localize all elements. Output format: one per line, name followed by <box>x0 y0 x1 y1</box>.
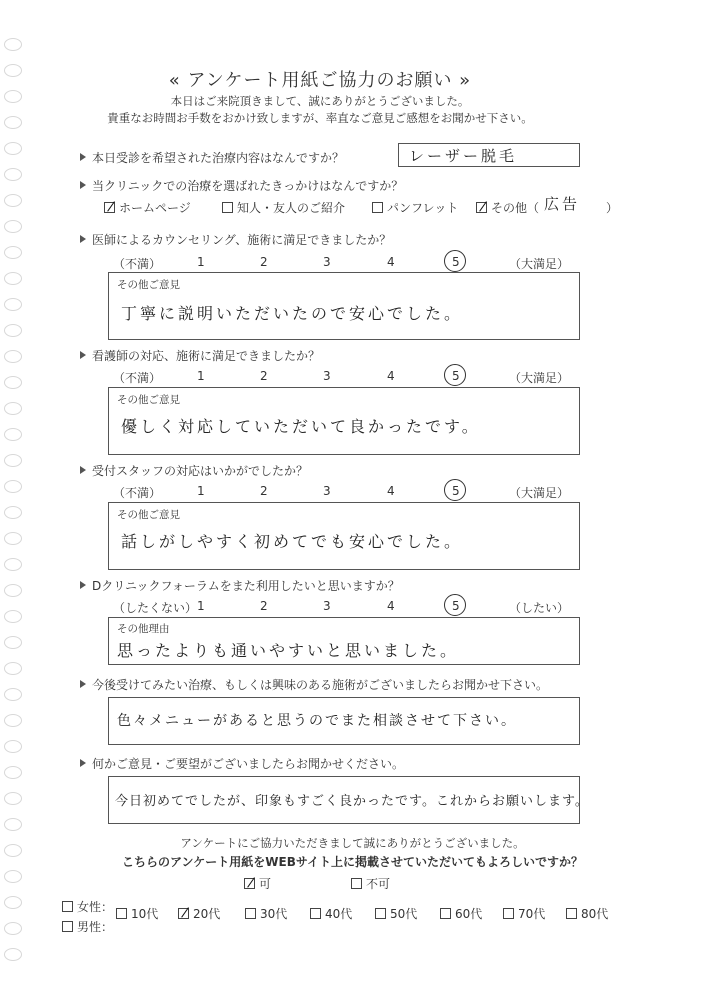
checkbox-icon[interactable] <box>375 908 386 919</box>
checkbox-icon[interactable] <box>244 878 255 889</box>
q4-comment-box[interactable] <box>108 387 580 455</box>
checkbox-icon[interactable] <box>566 908 577 919</box>
q5-scale-1[interactable]: 1 <box>197 484 205 498</box>
q3-question: 医師によるカウンセリング、施術に満足できましたか？ <box>80 231 391 248</box>
q3-box-label: その他ご意見 <box>117 279 180 291</box>
q4-scale-1[interactable]: 1 <box>197 369 205 383</box>
permit-no-option[interactable]: 不可 <box>351 875 390 892</box>
age-10s-option[interactable]: 10代 <box>116 905 158 922</box>
q4-scale-4[interactable]: 4 <box>387 369 395 383</box>
q3-comment: 丁寧に説明いただいたので安心でした。 <box>121 304 464 323</box>
age-70s-option[interactable]: 70代 <box>503 905 545 922</box>
q5-scale-4[interactable]: 4 <box>387 484 395 498</box>
checkbox-icon[interactable] <box>178 908 189 919</box>
q6-left-label: （したくない） <box>113 601 198 615</box>
checkbox-icon[interactable] <box>476 202 487 213</box>
q3-scale-1[interactable]: 1 <box>197 255 205 269</box>
q8-question: 何かご意見・ご要望がございましたらお聞かせください。 <box>80 755 404 772</box>
bullet-icon <box>80 581 86 589</box>
q6-comment: 思ったよりも通いやすいと思いました。 <box>117 641 460 660</box>
q6-scale-4[interactable]: 4 <box>387 599 395 613</box>
permit-yes-option[interactable]: 可 <box>244 875 271 892</box>
q5-scale-3[interactable]: 3 <box>323 484 331 498</box>
q4-scale-5[interactable]: 5 <box>452 369 460 383</box>
q6-scale-3[interactable]: 3 <box>323 599 331 613</box>
q6-scale-5[interactable]: 5 <box>452 599 460 613</box>
checkbox-icon[interactable] <box>245 908 256 919</box>
checkbox-icon[interactable] <box>62 921 73 932</box>
checkbox-icon[interactable] <box>351 878 362 889</box>
checkbox-icon[interactable] <box>222 202 233 213</box>
bullet-icon <box>80 181 86 189</box>
q1-answer: レーザー脱毛 <box>409 147 518 165</box>
q5-scale-5[interactable]: 5 <box>452 484 460 498</box>
checkbox-icon[interactable] <box>310 908 321 919</box>
q4-question: 看護師の対応、施術に満足できましたか？ <box>80 347 320 364</box>
bullet-icon <box>80 759 86 767</box>
bullet-icon <box>80 680 86 688</box>
q2-question: 当クリニックでの治療を選ばれたきっかけはなんですか？ <box>80 177 403 194</box>
q6-right-label: （したい） <box>509 601 570 615</box>
q3-scale-3[interactable]: 3 <box>323 255 331 269</box>
q3-scale-5[interactable]: 5 <box>452 255 460 269</box>
q3-comment-box[interactable] <box>108 272 580 340</box>
bullet-icon <box>80 235 86 243</box>
male-option[interactable]: 男性： <box>62 918 113 935</box>
checkbox-icon[interactable] <box>372 202 383 213</box>
q6-selected-circle <box>444 594 466 616</box>
q3-selected-circle <box>444 250 466 272</box>
q2-close-paren: ） <box>606 201 619 215</box>
q4-left-label: （不満） <box>113 371 162 385</box>
q5-box-label: その他ご意見 <box>117 509 180 521</box>
bullet-icon <box>80 351 86 359</box>
checkbox-icon[interactable] <box>503 908 514 919</box>
q5-question: 受付スタッフの対応はいかがでしたか？ <box>80 462 308 479</box>
q3-scale-2[interactable]: 2 <box>260 255 268 269</box>
q2-option-homepage[interactable]: ホームページ <box>104 199 191 216</box>
q4-scale-3[interactable]: 3 <box>323 369 331 383</box>
q6-scale-2[interactable]: 2 <box>260 599 268 613</box>
q3-scale-4[interactable]: 4 <box>387 255 395 269</box>
intro-line-2: 貴重なお時間お手数をおかけ致しますが、率直なご意見ご感想をお聞かせ下さい。 <box>107 111 533 125</box>
q7-comment-box[interactable] <box>108 697 580 745</box>
q4-box-label: その他ご意見 <box>117 394 180 406</box>
q6-box-label: その他理由 <box>117 623 170 635</box>
q5-right-label: （大満足） <box>509 486 570 500</box>
q6-question: Dクリニックフォーラムをまた利用したいと思いますか？ <box>80 577 400 594</box>
bullet-icon <box>80 466 86 474</box>
age-20s-option[interactable]: 20代 <box>178 905 220 922</box>
q8-comment-box[interactable] <box>108 776 589 824</box>
intro-line-1: 本日はご来院頂きまして、誠にありがとうございました。 <box>170 94 470 108</box>
q4-comment: 優しく対応していただいて良かったです。 <box>121 417 481 436</box>
q2-option-pamphlet[interactable]: パンフレット <box>372 199 458 216</box>
q5-comment-box[interactable] <box>108 502 580 570</box>
publish-question: こちらのアンケート用紙をWEBサイト上に掲載させていただいてもよろしいですか？ <box>121 855 584 869</box>
q7-question: 今後受けてみたい治療、もしくは興味のある施術がございましたらお聞かせ下さい。 <box>80 676 548 693</box>
q6-comment-box[interactable] <box>108 617 580 665</box>
q6-scale-1[interactable]: 1 <box>197 599 205 613</box>
page-title: « アンケート用紙ご協力のお願い » <box>168 70 472 91</box>
checkbox-icon[interactable] <box>440 908 451 919</box>
age-40s-option[interactable]: 40代 <box>310 905 352 922</box>
checkbox-icon[interactable] <box>104 202 115 213</box>
q4-selected-circle <box>444 364 466 386</box>
q1-question: 本日受診を希望された治療内容はなんですか？ <box>80 149 344 166</box>
q5-left-label: （不満） <box>113 486 162 500</box>
q1-answer-box[interactable] <box>398 143 580 167</box>
q2-option-other[interactable]: その他（ <box>476 199 539 216</box>
q8-comment: 今日初めてでしたが、印象もすごく良かったです。これからお願いします。 <box>115 794 589 809</box>
q5-selected-circle <box>444 479 466 501</box>
footer-thanks: アンケートにご協力いただきまして誠にありがとうございました。 <box>180 836 525 850</box>
age-30s-option[interactable]: 30代 <box>245 905 287 922</box>
bullet-icon <box>80 153 86 161</box>
checkbox-icon[interactable] <box>62 901 73 912</box>
checkbox-icon[interactable] <box>116 908 127 919</box>
q2-other-text: 広告 <box>544 195 581 213</box>
q3-right-label: （大満足） <box>509 257 570 271</box>
age-60s-option[interactable]: 60代 <box>440 905 482 922</box>
q7-comment: 色々メニューがあると思うのでまた相談させて下さい。 <box>117 713 517 729</box>
q4-right-label: （大満足） <box>509 371 570 385</box>
q5-scale-2[interactable]: 2 <box>260 484 268 498</box>
q5-comment: 話しがしやすく初めてでも安心でした。 <box>121 532 464 551</box>
female-option[interactable]: 女性： <box>62 898 113 915</box>
q3-left-label: （不満） <box>113 257 162 271</box>
q4-scale-2[interactable]: 2 <box>260 369 268 383</box>
q2-option-referral[interactable]: 知人・友人のご紹介 <box>222 199 345 216</box>
age-50s-option[interactable]: 50代 <box>375 905 417 922</box>
age-80s-option[interactable]: 80代 <box>566 905 608 922</box>
